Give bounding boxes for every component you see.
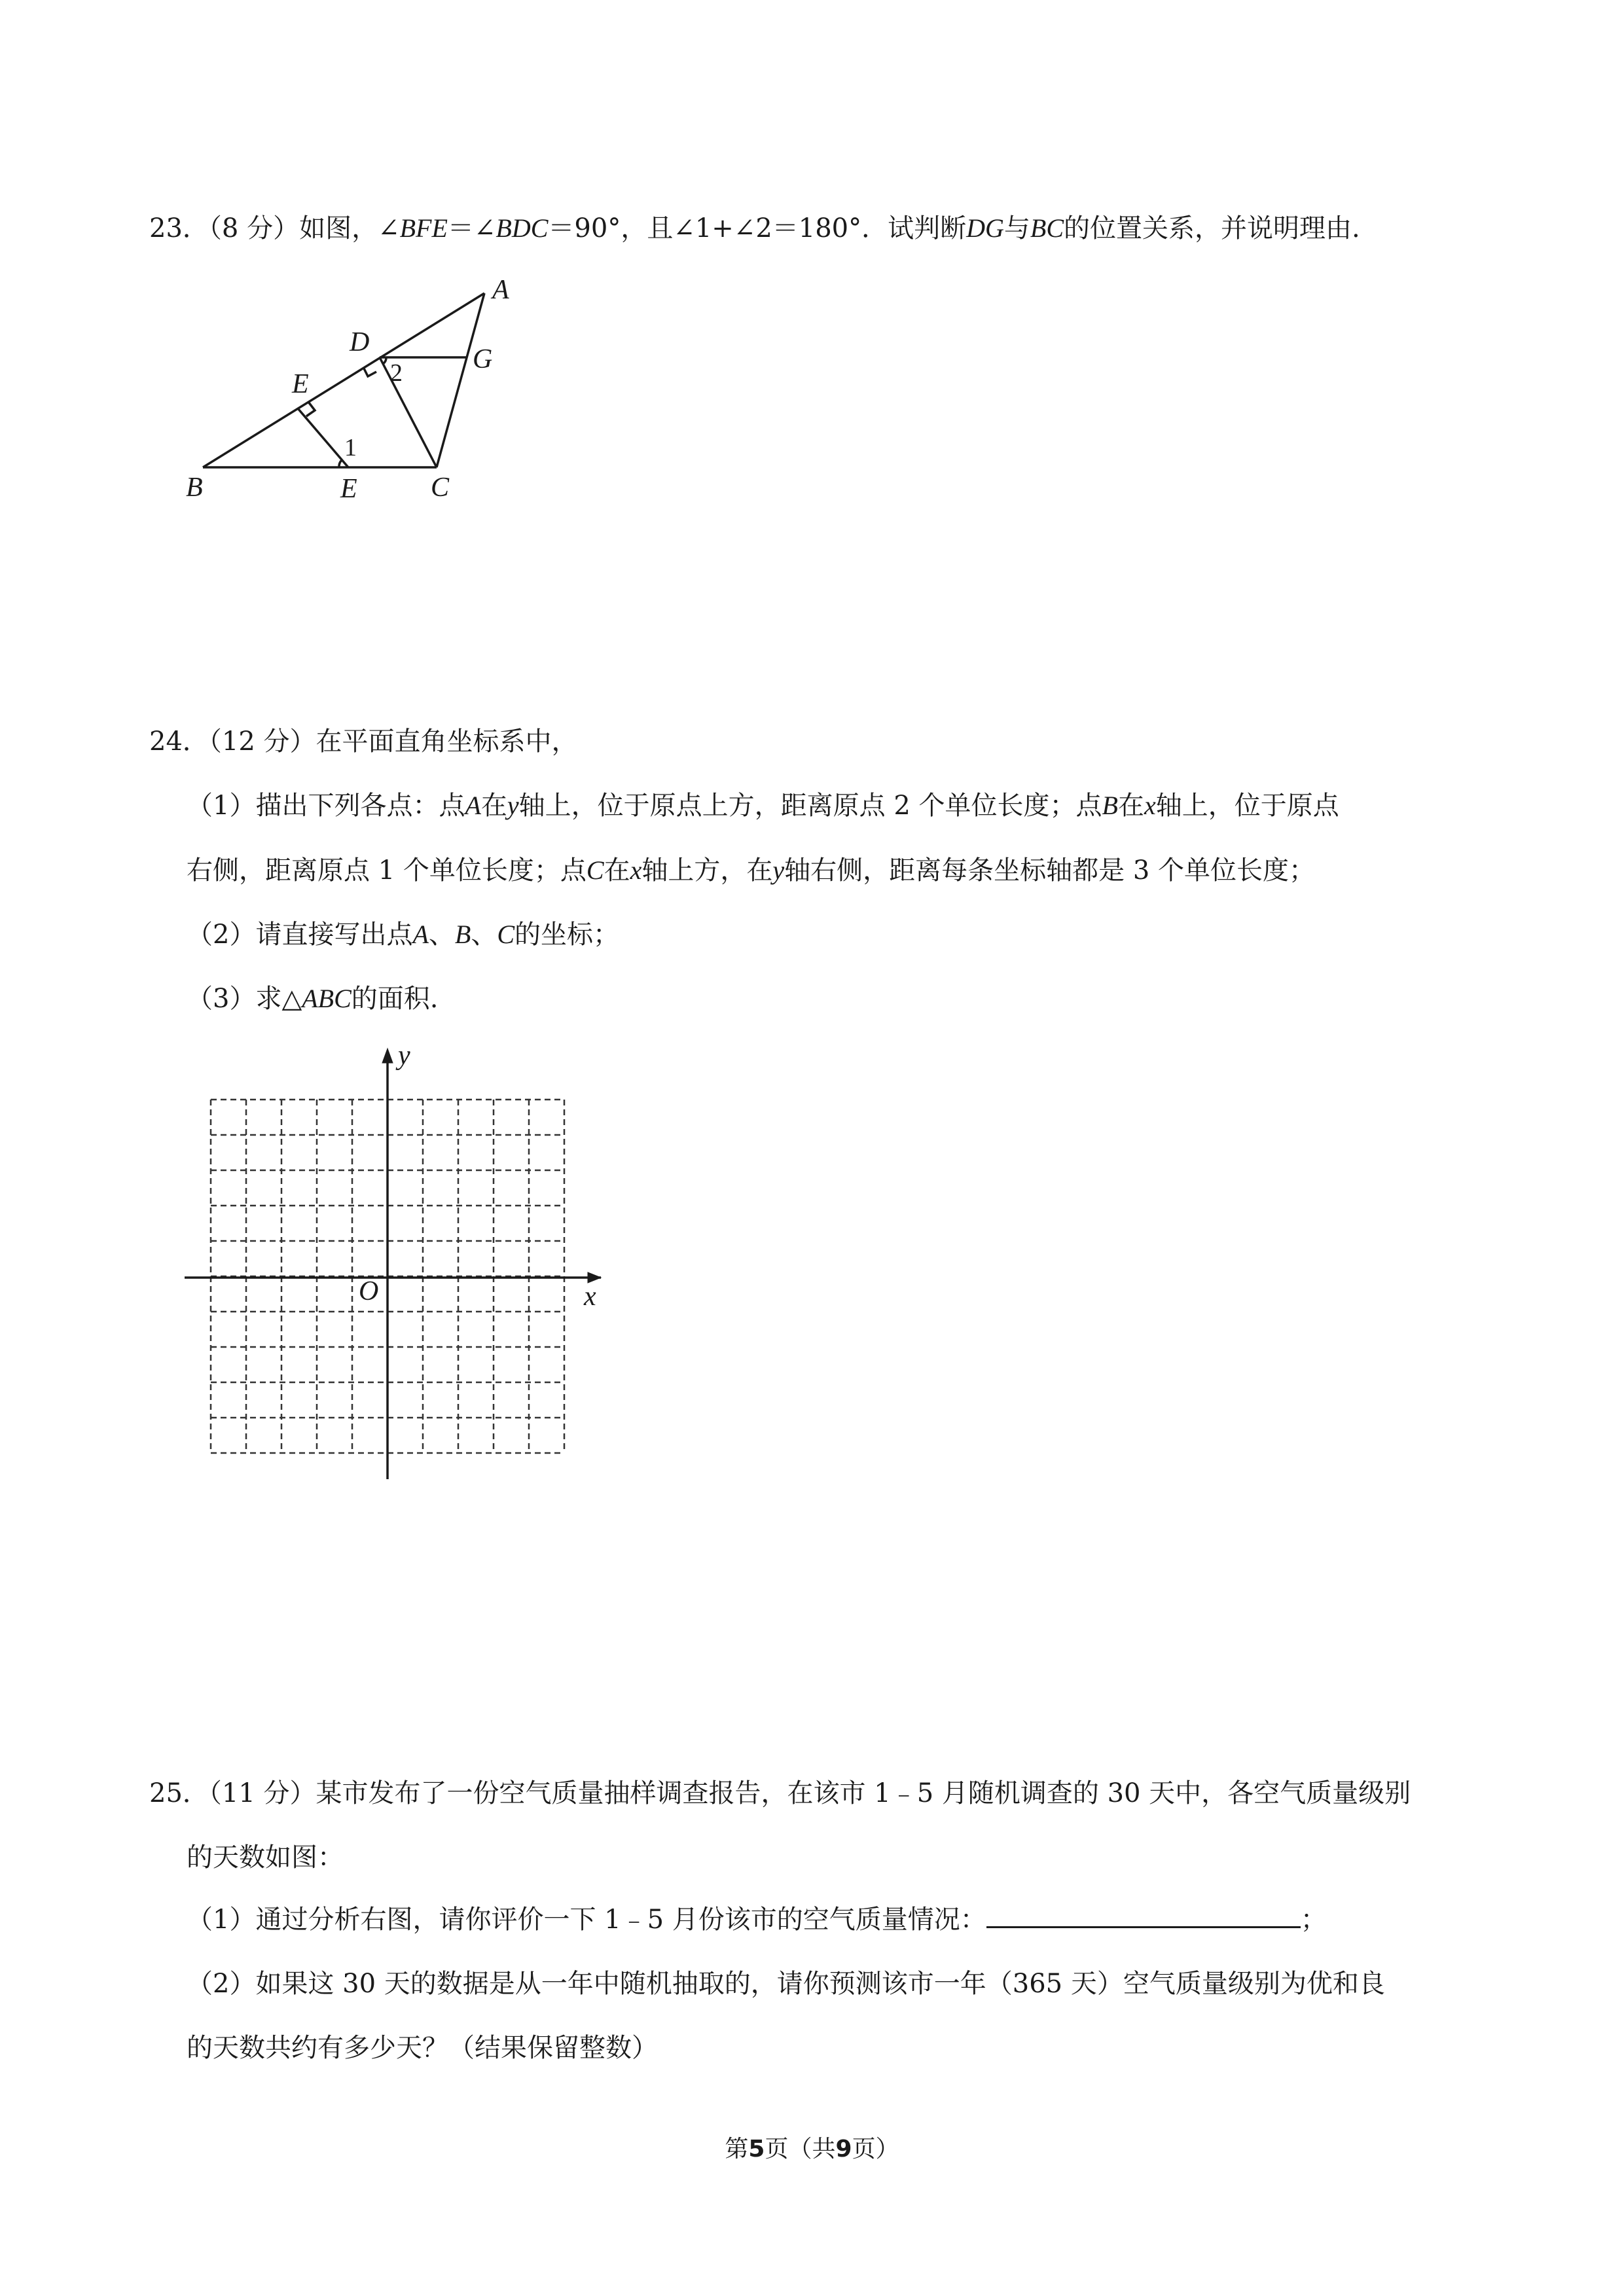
q24-var: x (1144, 791, 1156, 820)
q24-var: C (497, 920, 515, 949)
q24-stem (149, 723, 578, 760)
page-footer (0, 2130, 1624, 2164)
q24-var: y (772, 855, 785, 885)
footer-text: 页（共 (765, 2136, 836, 2162)
q25-stem-line1 (149, 1775, 1411, 1812)
q25-text: （1）通过分析右图，请你评价一下 1﹣5 月份该市的空气质量情况： (187, 1905, 986, 1935)
q24-text: 在 (604, 855, 630, 886)
q25-part2-line1 (187, 1965, 1385, 2002)
q24-var: ABC (302, 984, 352, 1013)
q24-number: 24． (149, 726, 209, 757)
q24-text: 、 (428, 920, 455, 950)
q24-score: （12 分） (208, 726, 316, 757)
q24-text: 在 (480, 791, 507, 821)
segment-FE (298, 408, 348, 467)
q24-var: x (630, 855, 642, 885)
q23-text: ＝∠ (447, 213, 496, 243)
label-C: C (431, 473, 450, 503)
q25-part2-line2 (187, 2030, 658, 2066)
q24-var: A (412, 920, 429, 949)
label-A: A (492, 275, 509, 305)
answer-blank[interactable] (986, 1903, 1301, 1928)
q25-score: （11 分） (208, 1778, 316, 1808)
q24-text: 的面积. (351, 984, 439, 1014)
y-axis-label: y (398, 1041, 410, 1071)
q24-part1-line1 (187, 787, 1339, 824)
total-page-count: 9 (835, 2136, 852, 2162)
q24-text: （1）描出下列各点：点 (187, 791, 465, 821)
q23-text: 的位置关系，并说明理由. (1064, 213, 1360, 243)
q24-var: C (586, 855, 604, 885)
q25-number: 25． (149, 1778, 209, 1808)
q24-text: 轴右侧，距离每条坐标轴都是 3 个单位长度； (784, 855, 1315, 886)
q24-text: （2）请直接写出点 (187, 920, 413, 950)
origin-label: O (359, 1276, 379, 1306)
q24-text: （3）求△ (187, 984, 302, 1014)
segment-DC (380, 357, 437, 467)
q23-text: 如图，∠ (299, 213, 400, 243)
q24-text: 轴上，位于原点 (1155, 791, 1339, 821)
q24-text: 在平面直角坐标系中， (316, 726, 578, 757)
label-E-bottom: E (340, 474, 357, 504)
q23-var: BDC (496, 213, 549, 243)
x-axis-label: x (584, 1282, 596, 1312)
label-D: D (350, 327, 370, 357)
q24-var: B (1102, 791, 1118, 820)
footer-text: 第 (725, 2136, 749, 2162)
q24-text: 的坐标； (514, 920, 620, 950)
q23-var: BFE (399, 213, 448, 243)
label-G: G (473, 344, 493, 374)
label-B: B (186, 473, 203, 503)
q25-text: ； (1300, 1905, 1327, 1935)
q23-text: ＝90°，且∠1+∠2＝180°．试判断 (548, 213, 967, 243)
label-angle-1: 1 (344, 434, 357, 461)
q24-text: 轴上方，在 (641, 855, 773, 886)
footer-text: 页） (852, 2136, 899, 2162)
right-angle-mark-F (306, 402, 315, 416)
q24-part3 (187, 980, 438, 1017)
q25-text: 的天数如图： (187, 1842, 344, 1873)
q24-coordinate-grid (177, 1041, 622, 1486)
q23-var: DG (966, 213, 1004, 243)
current-page-number: 5 (748, 2136, 765, 2162)
q24-text: 、 (471, 920, 497, 950)
q25-text: 某市发布了一份空气质量抽样调查报告，在该市 1﹣5 月随机调查的 30 天中，各空气质量级别 (316, 1778, 1411, 1808)
q23-score: （8 分） (208, 213, 300, 243)
q23-stem (149, 210, 1360, 247)
q23-number: 23． (149, 213, 209, 243)
q25-text: 的天数共约有多少天？（结果保留整数） (187, 2033, 658, 2063)
y-axis-arrow-icon (382, 1049, 393, 1063)
segment-BA (203, 293, 484, 467)
right-angle-mark-D (363, 367, 376, 376)
q24-text: 右侧，距离原点 1 个单位长度；点 (187, 855, 586, 886)
q25-stem-line2 (187, 1839, 344, 1876)
q24-part1-line2 (187, 852, 1315, 889)
q25-part1 (187, 1901, 1327, 1938)
q24-part2 (187, 916, 619, 953)
q23-triangle-figure (177, 275, 543, 511)
q25-text: （2）如果这 30 天的数据是从一年中随机抽取的，请你预测该市一年（365 天）空气质量级别为优和良 (187, 1969, 1385, 1999)
q24-var: y (507, 791, 519, 820)
q23-var: BC (1030, 213, 1064, 243)
label-E-top: E (292, 369, 309, 399)
q24-text: 在 (1117, 791, 1144, 821)
q24-var: A (465, 791, 481, 820)
label-angle-2: 2 (390, 359, 403, 387)
q24-text: 轴上，位于原点上方，距离原点 2 个单位长度；点 (518, 791, 1102, 821)
q24-var: B (454, 920, 471, 949)
q23-text: 与 (1003, 213, 1030, 243)
